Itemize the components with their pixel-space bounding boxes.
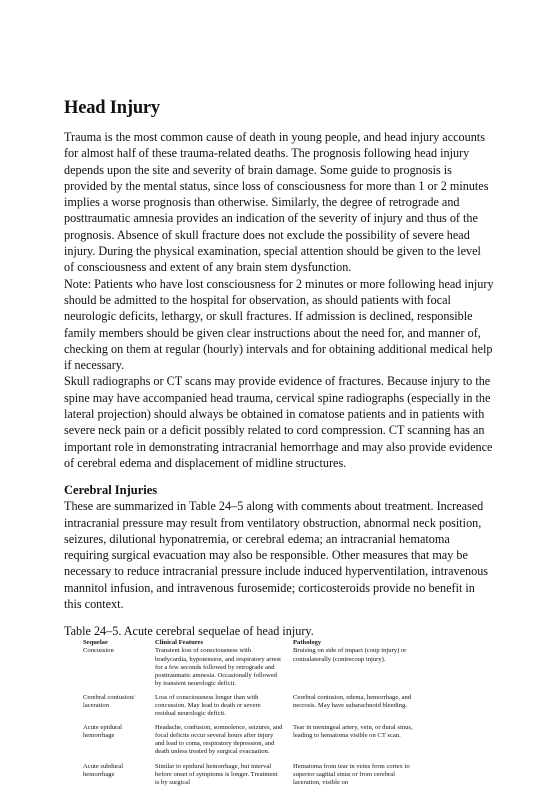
cell-pathology: Tear in meningeal artery, vein, or dural sinus, leading to hematoma visible on CT scan. (293, 724, 413, 740)
table-header-row (83, 639, 413, 647)
cell-pathology: Hematoma from tear in veins from cortex to superior sagittal sinus or from cerebral laceration, visible on (293, 762, 410, 786)
cell-features: Headache, confusion, somnolence, seizures, and focal deficits occur several hours after injury and lead to coma, respiratory depression, and death unless treated by surgical evacuation. (155, 724, 283, 756)
table-row (83, 763, 413, 793)
cell-sequelae: Cerebral contusion/ laceration (83, 693, 135, 709)
column-header-sequelae: Sequelae (83, 639, 108, 647)
table-caption: Table 24–5. Acute cerebral sequelae of head injury. (64, 624, 314, 639)
intro-paragraph-3: Skull radiographs or CT scans may provide evidence of fractures. Because injury to the spine may have accompanied head trauma, cervical spine radiographs (especially in the lateral projection) should always be obtained in comatose patients and in patients with severe neck pain or a deficit possibly related to cord compression. CT scanning has an important role in demonstrating intracranial hemorrhage and may also provide evidence of cerebral edema and displacement of midline structures. (64, 374, 493, 470)
intro-paragraph-2: Note: Patients who have lost consciousness for 2 minutes or more following head injury should be admitted to the hospital for observation, as should patients with focal neurologic deficits, lethargy, or skull fractures. If admission is declined, responsible family members should be given clear instructions about the need for, and manner of, checking on them at regular (hourly) intervals and for obtaining additional medical help if necessary. (64, 276, 494, 373)
table-row (83, 724, 413, 762)
section-paragraph: These are summarized in Table 24–5 along with comments about treatment. Increased intracranial pressure may result from ventilatory obstruction, abnormal neck position, seizures, dilutional hyponatremia, or cerebral edema; an intracranial hematoma requiring surgical evacuation may also be responsible. Other measures that may be necessary to reduce intracranial pressure include induced hyperventilation, intravenous mannitol infusion, and intravenous furosemide; corticosteroids provide no benefit in this context. (64, 499, 489, 612)
table-row (83, 694, 413, 724)
cell-sequelae: Concussion (83, 647, 114, 655)
sequelae-table (83, 639, 413, 793)
cell-pathology: Bruising on side of impact (coup injury) or contralaterally (contrecoup injury). (293, 647, 407, 663)
cell-features: Loss of consciousness longer than with concussion. May lead to death or severe residual neurologic deficit. (155, 693, 261, 718)
section-heading: Cerebral Injuries (64, 483, 158, 498)
cell-sequelae: Acute epidural hemorrhage (83, 724, 122, 740)
cell-features: Transient loss of consciousness with bradycardia, hypotension, and respiratory arrest for a few seconds followed by retrograde and posttraumatic amnesia. Occasionally followed by transient neurologic deficit. (155, 647, 281, 687)
table-row (83, 647, 413, 693)
cell-pathology: Cerebral contusion, edema, hemorrhage, and necrosis. May have subarachnoid bleeding. (293, 693, 412, 709)
cell-features: Similar to epidural hemorrhage, but interval before onset of symptoms is longer. Treatment is by surgical (155, 762, 278, 786)
intro-paragraph-1: Trauma is the most common cause of death in young people, and head injury accounts for almost half of these trauma-related deaths. The prognosis following head injury depends upon the site and severity of brain damage. Some guide to prognosis is provided by the mental status, since loss of consciousness for more than 1 or 2 minutes implies a worse prognosis than otherwise. Similarly, the degree of retrograde and posttraumatic amnesia provides an indication of the severity of injury and thus of the prognosis. Absence of skull fracture does not exclude the possibility of severe head injury. During the physical examination, special attention should be given to the level of consciousness and extent of any brain stem dysfunction. (64, 130, 489, 275)
page-title: Head Injury (64, 98, 160, 118)
column-header-pathology: Pathology (293, 639, 322, 647)
cell-sequelae: Acute subdural hemorrhage (83, 762, 124, 778)
column-header-clinical-features: Clinical Features (155, 639, 204, 647)
document-page (64, 98, 494, 793)
